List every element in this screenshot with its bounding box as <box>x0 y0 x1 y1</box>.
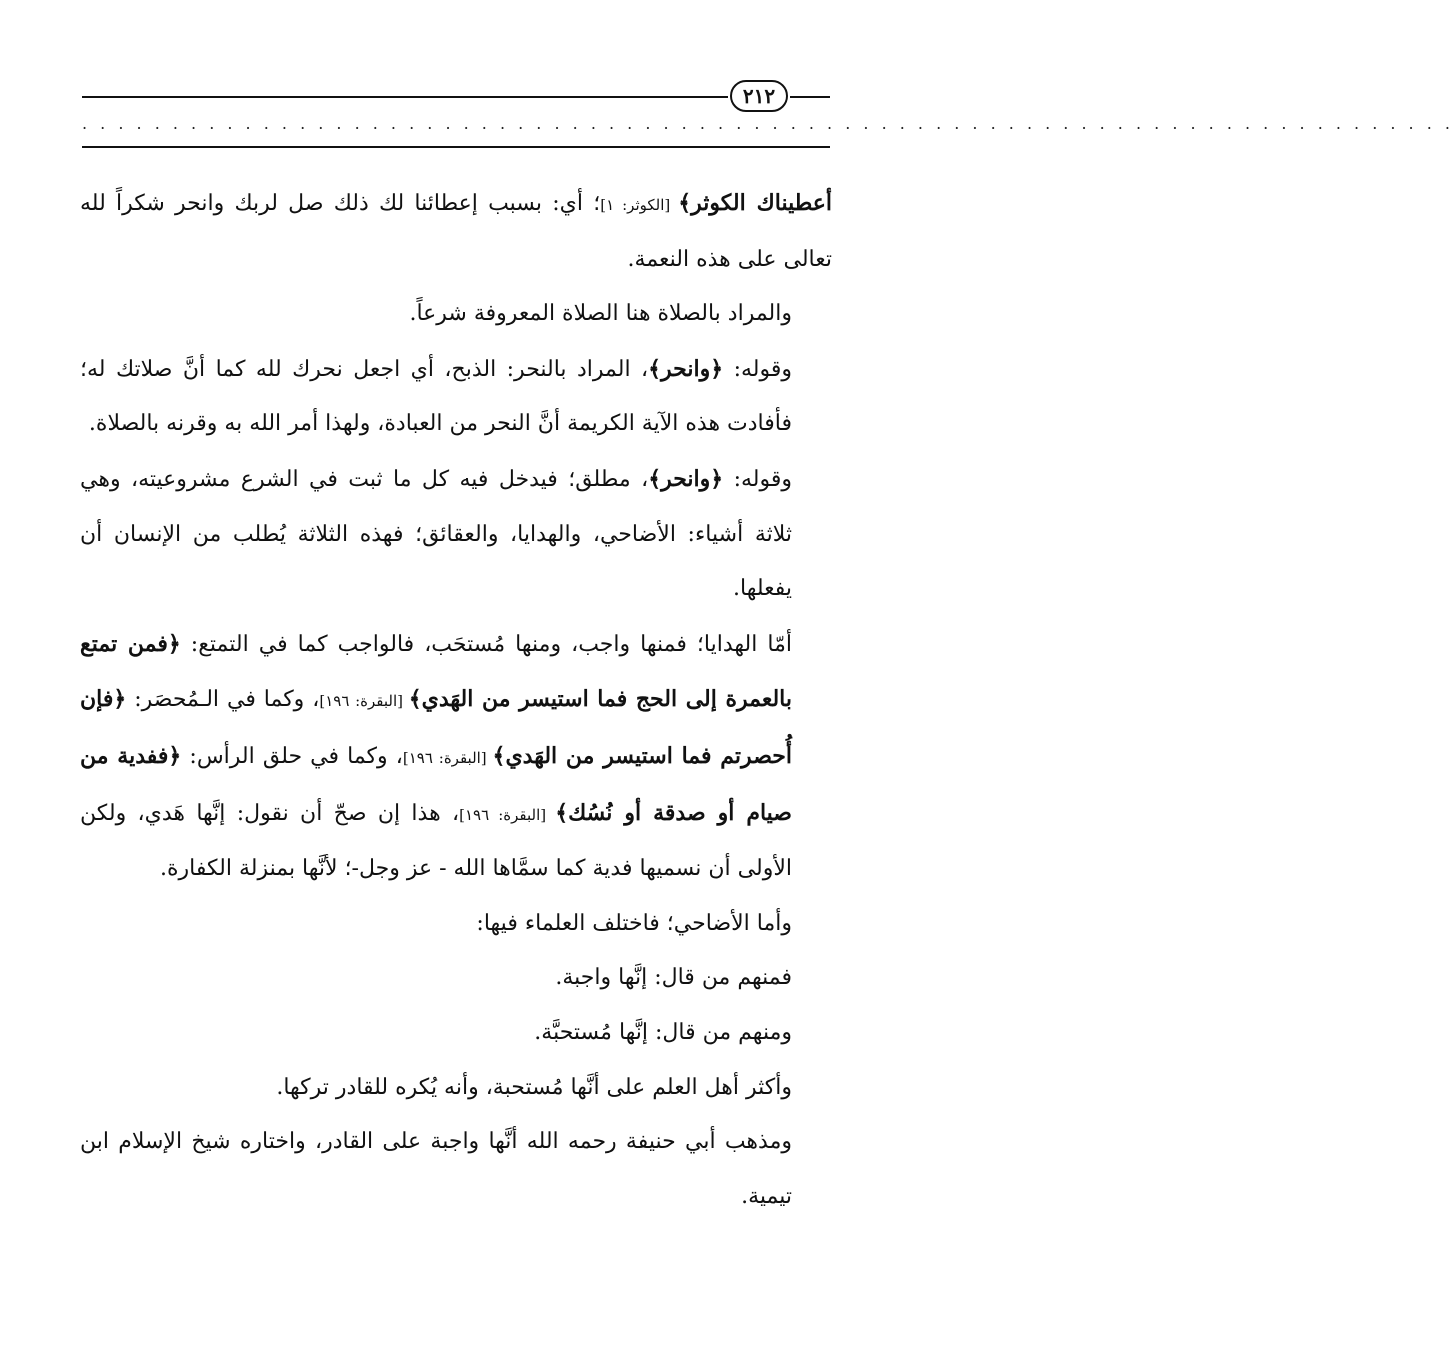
header-rule-left <box>82 96 728 98</box>
quran-quote: ﴿وانحر﴾ <box>648 355 724 382</box>
text-segment: والمراد بالصلاة هنا الصلاة المعروفة شرعاً. <box>409 301 792 327</box>
text-segment: وقوله: <box>723 466 793 492</box>
paragraph <box>80 897 832 952</box>
text-segment: فمنهم من قال: إنَّها واجبة. <box>555 965 792 991</box>
page-number: ٢١٢ <box>742 84 776 108</box>
text-segment: ، مطلق؛ فيدخل فيه كل ما ثبت في الشرع مشروعيته، وهي ثلاثة أشياء: الأضاحي، والهدايا، والعقائق؛ فهذه الثلاثة يُطلب من الإنسان أن يفعلها. <box>80 466 792 602</box>
paragraph <box>80 1115 832 1224</box>
dotted-divider: . . . . . . . . . . . . . . . . . . . . . . . . . . . . . . . . . . . . . . . . . . . . . . . . . . . . . . . . . . . . . . . . . . . . . . . . . . . . <box>82 114 1454 133</box>
quran-quote: ﴿ففدية من صيام أو صدقة أو نُسُك﴾ <box>80 742 792 826</box>
verse-reference: [البقرة: ١٩٦] <box>319 692 409 711</box>
text-segment: ، المراد بالنحر: الذبح، أي اجعل نحرك لله كما أنَّ صلاتك له؛ فأفادت هذه الآية الكريمة أنَّ النحر من العبادة، ولهذا أمر الله به وقرنه بالصلاة. <box>80 356 792 437</box>
text-segment: أمّا الهدايا؛ فمنها واجب، ومنها مُستحَب، فالواجب كما في التمتع: <box>180 631 792 657</box>
paragraph <box>80 1006 832 1061</box>
text-segment: وأما الأضاحي؛ فاختلف العلماء فيها: <box>476 910 792 936</box>
paragraph <box>80 342 832 452</box>
text-segment: ، هذا إن صحّ أن نقول: إنَّها هَدي، ولكن الأولى أن نسميها فدية كما سمَّاها الله - عز وجل-؛ لأنَّها بمنزلة الكفارة. <box>80 800 792 882</box>
text-segment: ؛ أي: بسبب إعطائنا لك ذلك صل لربك وانحر شكراً لله تعالى على هذه النعمة. <box>80 191 832 272</box>
header-rule-right <box>790 96 830 98</box>
header-rule-bottom <box>82 146 830 148</box>
paragraph <box>80 287 832 342</box>
text-segment: وقوله: <box>723 356 792 382</box>
quran-quote: أعطيناك الكوثر﴾ <box>678 190 833 216</box>
verse-reference: [البقرة: ١٩٦] <box>459 805 556 824</box>
paragraph <box>80 951 832 1006</box>
page-header <box>0 0 1454 160</box>
paragraph <box>80 617 832 897</box>
text-segment: ، وكما في حلق الرأس: <box>181 743 403 769</box>
text-segment: ، وكما في الـمُحصَر: <box>126 687 320 713</box>
verse-reference: [البقرة: ١٩٦] <box>402 748 493 767</box>
quran-quote: ﴿وانحر﴾ <box>648 465 724 492</box>
page-number-badge <box>730 80 788 112</box>
text-segment: وأكثر أهل العلم على أنَّها مُستحبة، وأنه يُكره للقادر تركها. <box>276 1074 792 1100</box>
verse-reference: [الكوثر: ١] <box>600 196 679 214</box>
text-segment: ومنهم من قال: إنَّها مُستحبَّة. <box>534 1019 792 1045</box>
quran-quote: ﴿فمن تمتع بالعمرة إلى الحج فما استيسر من الهَدي﴾ <box>80 630 792 713</box>
quran-quote: ﴿فإن أُحصرتم فما استيسر من الهَدي﴾ <box>80 686 792 769</box>
paragraph <box>80 176 832 287</box>
text-segment: ومذهب أبي حنيفة رحمه الله أنَّها واجبة على القادر، واختاره شيخ الإسلام ابن تيمية. <box>80 1129 792 1209</box>
paragraph <box>80 452 832 617</box>
paragraph <box>80 1061 832 1116</box>
page-body <box>80 176 832 1224</box>
